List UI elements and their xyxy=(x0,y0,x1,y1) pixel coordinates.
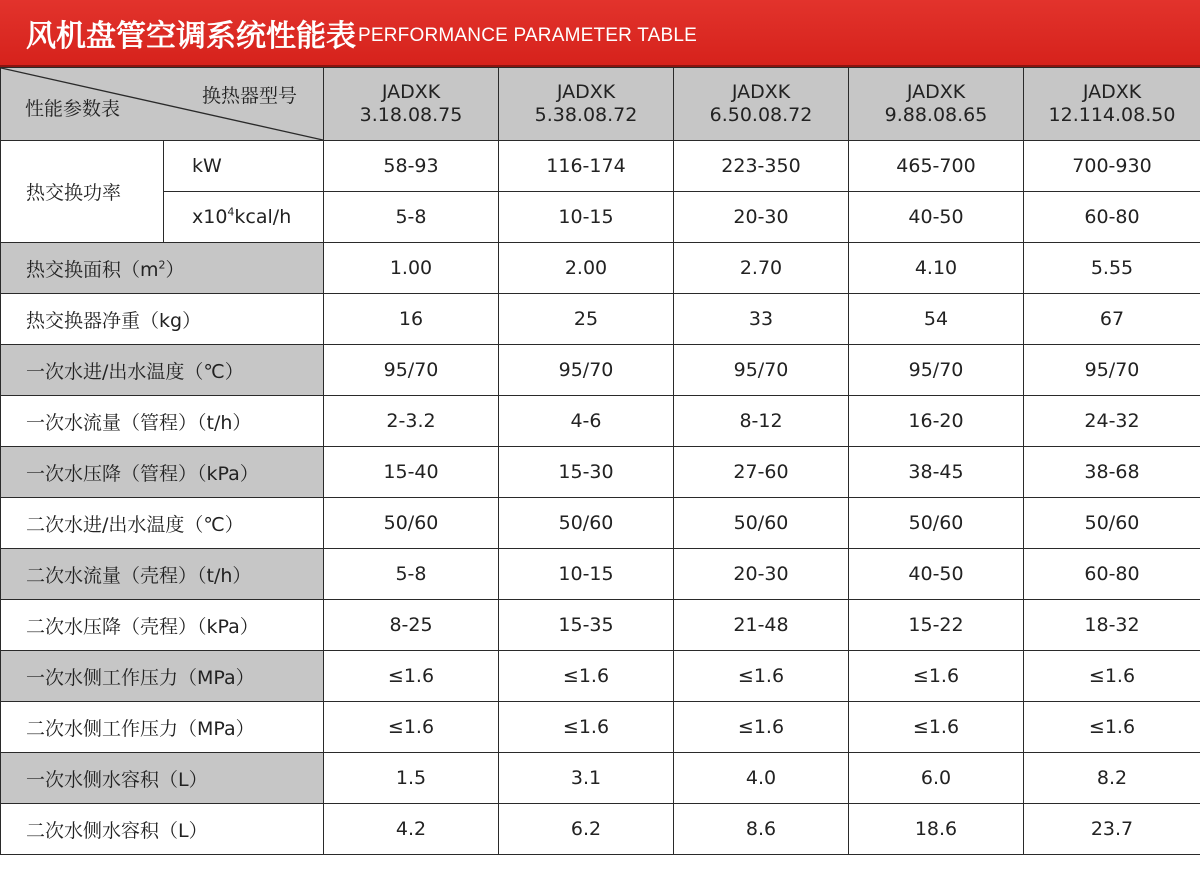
value-cell: 95/70 xyxy=(849,345,1024,396)
value-cell: 67 xyxy=(1024,294,1200,345)
value-cell: 2.70 xyxy=(674,243,849,294)
value-cell: 8-25 xyxy=(324,600,499,651)
title-chinese: 风机盘管空调系统性能表 xyxy=(26,18,356,54)
unit-kcal-exponent: 4 xyxy=(227,205,235,219)
unit-kcal xyxy=(164,192,324,243)
table-row-power-kw xyxy=(1,141,1200,192)
model-code: 9.88.08.65 xyxy=(884,104,988,126)
row-label: 二次水流量（壳程）（t/h） xyxy=(1,549,324,600)
value-cell: 20-30 xyxy=(674,192,849,243)
row-label: 二次水压降（壳程）（kPa） xyxy=(1,600,324,651)
value-cell: 15-22 xyxy=(849,600,1024,651)
value-cell: 6.0 xyxy=(849,753,1024,804)
row-label-power: 热交换功率 xyxy=(1,141,164,243)
model-name: JADXK xyxy=(1082,81,1142,103)
value-cell: 33 xyxy=(674,294,849,345)
value-cell: 6.2 xyxy=(499,804,674,855)
table-row xyxy=(1,753,1200,804)
table-row xyxy=(1,447,1200,498)
table-row-power-kcal xyxy=(1,192,1200,243)
value-cell: ≤1.6 xyxy=(1024,651,1200,702)
area-label-exponent: 2 xyxy=(158,258,166,272)
value-cell: 58-93 xyxy=(324,141,499,192)
value-cell: 5-8 xyxy=(324,549,499,600)
value-cell: 465-700 xyxy=(849,141,1024,192)
value-cell: ≤1.6 xyxy=(849,702,1024,753)
model-code: 3.18.08.75 xyxy=(359,104,463,126)
value-cell: 60-80 xyxy=(1024,192,1200,243)
model-code: 12.114.08.50 xyxy=(1048,104,1176,126)
table-row xyxy=(1,651,1200,702)
value-cell: 3.1 xyxy=(499,753,674,804)
table-row xyxy=(1,600,1200,651)
value-cell: ≤1.6 xyxy=(324,702,499,753)
model-header-cell xyxy=(1024,68,1200,141)
row-label: 一次水侧水容积（L） xyxy=(1,753,324,804)
value-cell: 95/70 xyxy=(499,345,674,396)
value-cell: 23.7 xyxy=(1024,804,1200,855)
header-params-label: 性能参数表 xyxy=(25,98,121,120)
table-row xyxy=(1,345,1200,396)
value-cell: ≤1.6 xyxy=(674,651,849,702)
value-cell: 50/60 xyxy=(324,498,499,549)
row-label: 二次水侧工作压力（MPa） xyxy=(1,702,324,753)
value-cell: 60-80 xyxy=(1024,549,1200,600)
table-row xyxy=(1,294,1200,345)
model-name: JADXK xyxy=(906,81,966,103)
value-cell: 1.00 xyxy=(324,243,499,294)
area-label-text: 热交换面积（m xyxy=(26,258,159,281)
model-header-cell xyxy=(849,68,1024,141)
value-cell: 15-40 xyxy=(324,447,499,498)
model-code: 6.50.08.72 xyxy=(709,104,813,126)
value-cell: 1.5 xyxy=(324,753,499,804)
value-cell: 21-48 xyxy=(674,600,849,651)
value-cell: 4.0 xyxy=(674,753,849,804)
value-cell: 27-60 xyxy=(674,447,849,498)
value-cell: 50/60 xyxy=(849,498,1024,549)
header-corner-cell xyxy=(1,68,324,141)
value-cell: 5.55 xyxy=(1024,243,1200,294)
row-label: 一次水侧工作压力（MPa） xyxy=(1,651,324,702)
row-label: 一次水流量（管程）（t/h） xyxy=(1,396,324,447)
unit-kw: kW xyxy=(164,141,324,192)
value-cell: 40-50 xyxy=(849,192,1024,243)
value-cell: 38-45 xyxy=(849,447,1024,498)
value-cell: 38-68 xyxy=(1024,447,1200,498)
table-row xyxy=(1,396,1200,447)
value-cell: 15-30 xyxy=(499,447,674,498)
table-row-area xyxy=(1,243,1200,294)
value-cell: 2.00 xyxy=(499,243,674,294)
row-label: 一次水进/出水温度（℃） xyxy=(1,345,324,396)
model-header-cell xyxy=(324,68,499,141)
value-cell: 10-15 xyxy=(499,192,674,243)
value-cell: 54 xyxy=(849,294,1024,345)
model-code: 5.38.08.72 xyxy=(534,104,638,126)
value-cell: 16-20 xyxy=(849,396,1024,447)
row-label: 二次水进/出水温度（℃） xyxy=(1,498,324,549)
table-row xyxy=(1,804,1200,855)
value-cell: 18-32 xyxy=(1024,600,1200,651)
value-cell: 223-350 xyxy=(674,141,849,192)
value-cell: 95/70 xyxy=(1024,345,1200,396)
value-cell: 116-174 xyxy=(499,141,674,192)
value-cell: 8.6 xyxy=(674,804,849,855)
value-cell: 25 xyxy=(499,294,674,345)
model-header-cell xyxy=(674,68,849,141)
value-cell: 10-15 xyxy=(499,549,674,600)
row-label-area xyxy=(1,243,324,294)
model-name: JADXK xyxy=(556,81,616,103)
value-cell: 50/60 xyxy=(499,498,674,549)
value-cell: 2-3.2 xyxy=(324,396,499,447)
title-bar xyxy=(0,0,1200,67)
value-cell: 40-50 xyxy=(849,549,1024,600)
row-label: 一次水压降（管程）（kPa） xyxy=(1,447,324,498)
value-cell: 5-8 xyxy=(324,192,499,243)
area-label-close: ） xyxy=(165,258,185,281)
value-cell: 24-32 xyxy=(1024,396,1200,447)
unit-kcal-suffix: kcal/h xyxy=(234,206,292,228)
model-name: JADXK xyxy=(381,81,441,103)
value-cell: 15-35 xyxy=(499,600,674,651)
header-row xyxy=(1,68,1200,141)
value-cell: ≤1.6 xyxy=(499,702,674,753)
value-cell: ≤1.6 xyxy=(1024,702,1200,753)
title-english: PERFORMANCE PARAMETER TABLE xyxy=(358,24,698,46)
value-cell: 4.2 xyxy=(324,804,499,855)
performance-table xyxy=(0,67,1200,855)
table-row xyxy=(1,549,1200,600)
value-cell: ≤1.6 xyxy=(324,651,499,702)
value-cell: 18.6 xyxy=(849,804,1024,855)
value-cell: 16 xyxy=(324,294,499,345)
value-cell: 8-12 xyxy=(674,396,849,447)
table-row xyxy=(1,498,1200,549)
value-cell: ≤1.6 xyxy=(499,651,674,702)
value-cell: 95/70 xyxy=(324,345,499,396)
value-cell: 4-6 xyxy=(499,396,674,447)
value-cell: 20-30 xyxy=(674,549,849,600)
header-model-label: 换热器型号 xyxy=(201,85,297,107)
unit-kcal-prefix: x10 xyxy=(192,206,228,228)
model-name: JADXK xyxy=(731,81,791,103)
value-cell: 95/70 xyxy=(674,345,849,396)
value-cell: ≤1.6 xyxy=(674,702,849,753)
value-cell: 8.2 xyxy=(1024,753,1200,804)
value-cell: 50/60 xyxy=(674,498,849,549)
row-label: 热交换器净重（kg） xyxy=(1,294,324,345)
value-cell: 50/60 xyxy=(1024,498,1200,549)
model-header-cell xyxy=(499,68,674,141)
value-cell: 700-930 xyxy=(1024,141,1200,192)
value-cell: 4.10 xyxy=(849,243,1024,294)
table-row xyxy=(1,702,1200,753)
row-label: 二次水侧水容积（L） xyxy=(1,804,324,855)
value-cell: ≤1.6 xyxy=(849,651,1024,702)
